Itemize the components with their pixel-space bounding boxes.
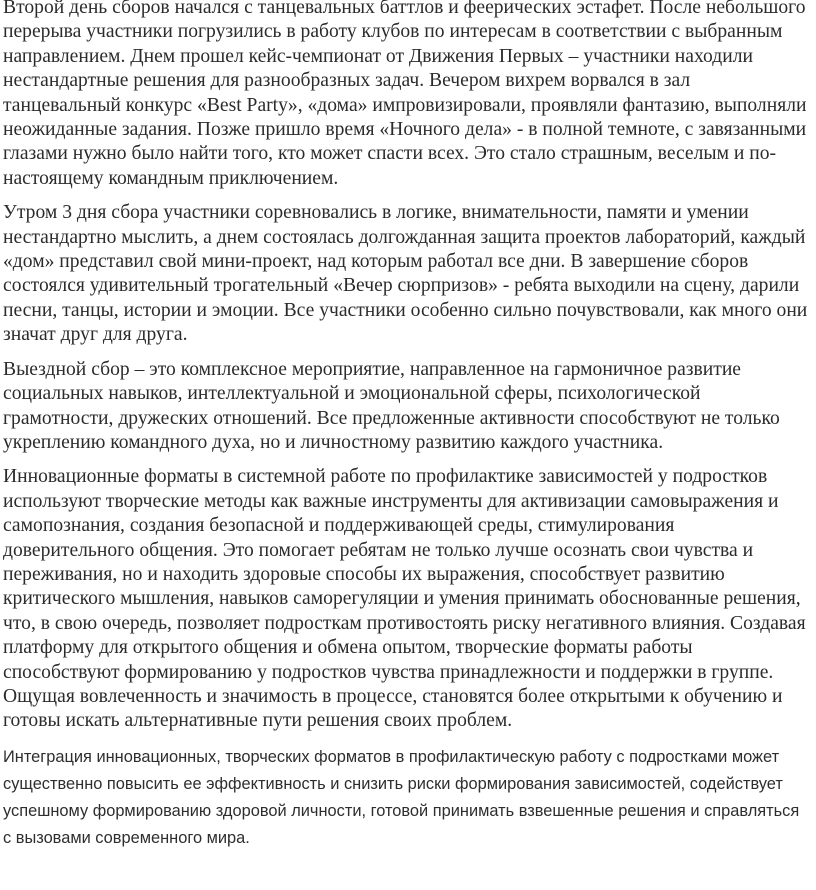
paragraph-third-day: Утром 3 дня сбора участники соревновались в логике, внимательности, памяти и умении нестандартно мыслить, а днем состоялась долгожданная защита проектов лабораторий, каждый «дом» представил свой мини-проект, над которым работал все дни. В завершение сборов состоялся удивительный трогательный «Вечер сюрпризов» - ребята выходили на сцену, дарили песни, танцы, истории и эмоции. Все участники особенно сильно почувствовали, как много они значат друг для друга. [3, 202, 808, 346]
paragraph-conclusion: Интеграция инновационных, творческих форматов в профилактическую работу с подростками может существенно повысить ее эффективность и снизить риски формирования зависимостей, содействует успешному формированию здоровой личности, готовой принимать взвешенные решения и справляться с вызовами современного мира. [3, 747, 800, 847]
paragraph-camp-summary: Выездной сбор – это комплексное мероприятие, направленное на гармоничное развитие социальных навыков, интеллектуальной и эмоциональной сферы, психологической грамотности, дружеских отношений. Все предложенные активности способствуют не только укреплению командного духа, но и личностному развитию каждого участника. [3, 358, 780, 453]
paragraph-second-day: Второй день сборов начался с танцевальных баттлов и феерических эстафет. После небольшого перерыва участники погрузились в работу клубов по интересам в соответствии с выбранным направлением. Днем прошел кейс-чемпионат от Движения Первых – участники находили нестандартные решения для разнообразных задач. Вечером вихрем ворвался в зал танцевальный конкурс «Best Party», «дома» импровизировали, проявляли фантазию, выполняли неожиданные задания. Позже пришло время «Ночного дела» - в полной темноте, с завязанными глазами нужно было найти того, кто может спасти всех. Это стало страшным, веселым и по-настоящему командным приключением. [3, 0, 807, 189]
paragraph-innovative-formats: Инновационные форматы в системной работе по профилактике зависимостей у подростков используют творческие методы как важные инструменты для активизации самовыражения и самопознания, создания безопасной и поддерживающей среды, стимулирования доверительного общения. Это помогает ребятам не только лучше осознать свои чувства и переживания, но и находить здоровые способы их выражения, способствует развитию критического мышления, навыков саморегуляции и умения принимать обоснованные решения, что, в свою очередь, позволяет подросткам противостоять риску негативного влияния. Создавая платформу для открытого общения и обмена опытом, творческие форматы работы способствуют формированию у подростков чувства принадлежности и поддержки в группе. Ощущая вовлеченность и значимость в процессе, становятся более открытыми к обучению и готовы искать альтернативные пути решения своих проблем. [3, 466, 806, 732]
